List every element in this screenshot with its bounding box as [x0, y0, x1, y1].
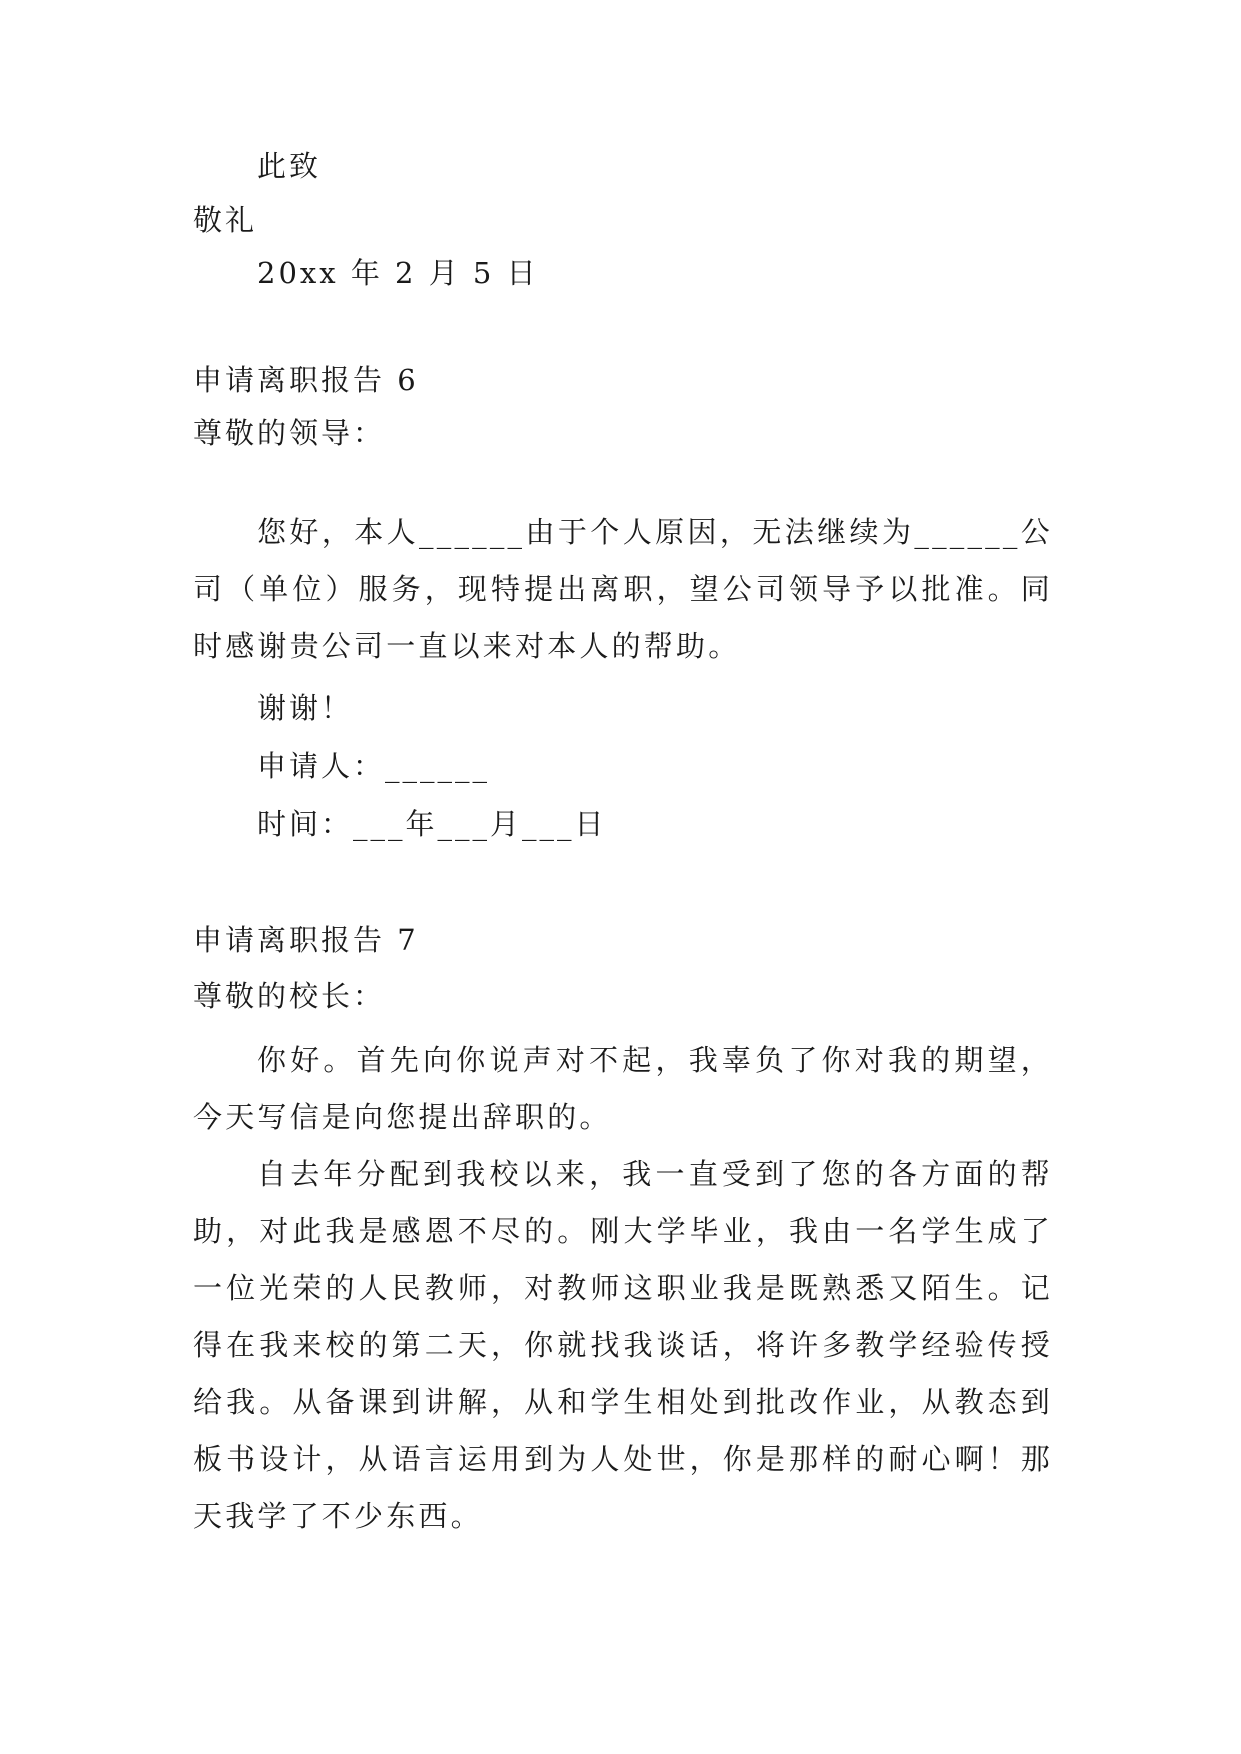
report7-title: 申请离职报告 7 [193, 923, 419, 957]
report6-body: 您好，本人______由于个人原因，无法继续为______公司（单位）服务，现特提出离职，望公司领导予以批准。同时感谢贵公司一直以来对本人的帮助。 [193, 515, 1053, 663]
report7-paragraph-2: 自去年分配到我校以来，我一直受到了您的各方面的帮助，对此我是感恩不尽的。刚大学毕业，我由一名学生成了一位光荣的人民教师，对教师这职业我是既熟悉又陌生。记得在我来校的第二天，你就找我谈话，将许多教学经验传授给我。从备课到讲解，从和学生相处到批改作业，从教态到板书设计，从语言运用到为人处世，你是那样的耐心啊！那天我学了不少东西。 [193, 1157, 1053, 1533]
report6-time: 时间：___年___月___日 [257, 807, 607, 841]
closing-salute: 敬礼 [193, 203, 258, 237]
report7-addressee: 尊敬的校长： [193, 979, 386, 1013]
closing-greeting: 此致 [257, 149, 322, 183]
report7-paragraph-1: 你好。首先向你说声对不起，我辜负了你对我的期望，今天写信是向您提出辞职的。 [193, 1043, 1053, 1134]
report6-applicant: 申请人：______ [257, 749, 491, 783]
closing-date: 20xx 年 2 月 5 日 [257, 256, 539, 290]
report6-addressee: 尊敬的领导： [193, 416, 386, 450]
report6-thanks: 谢谢！ [257, 691, 354, 725]
report6-title: 申请离职报告 6 [193, 363, 419, 397]
